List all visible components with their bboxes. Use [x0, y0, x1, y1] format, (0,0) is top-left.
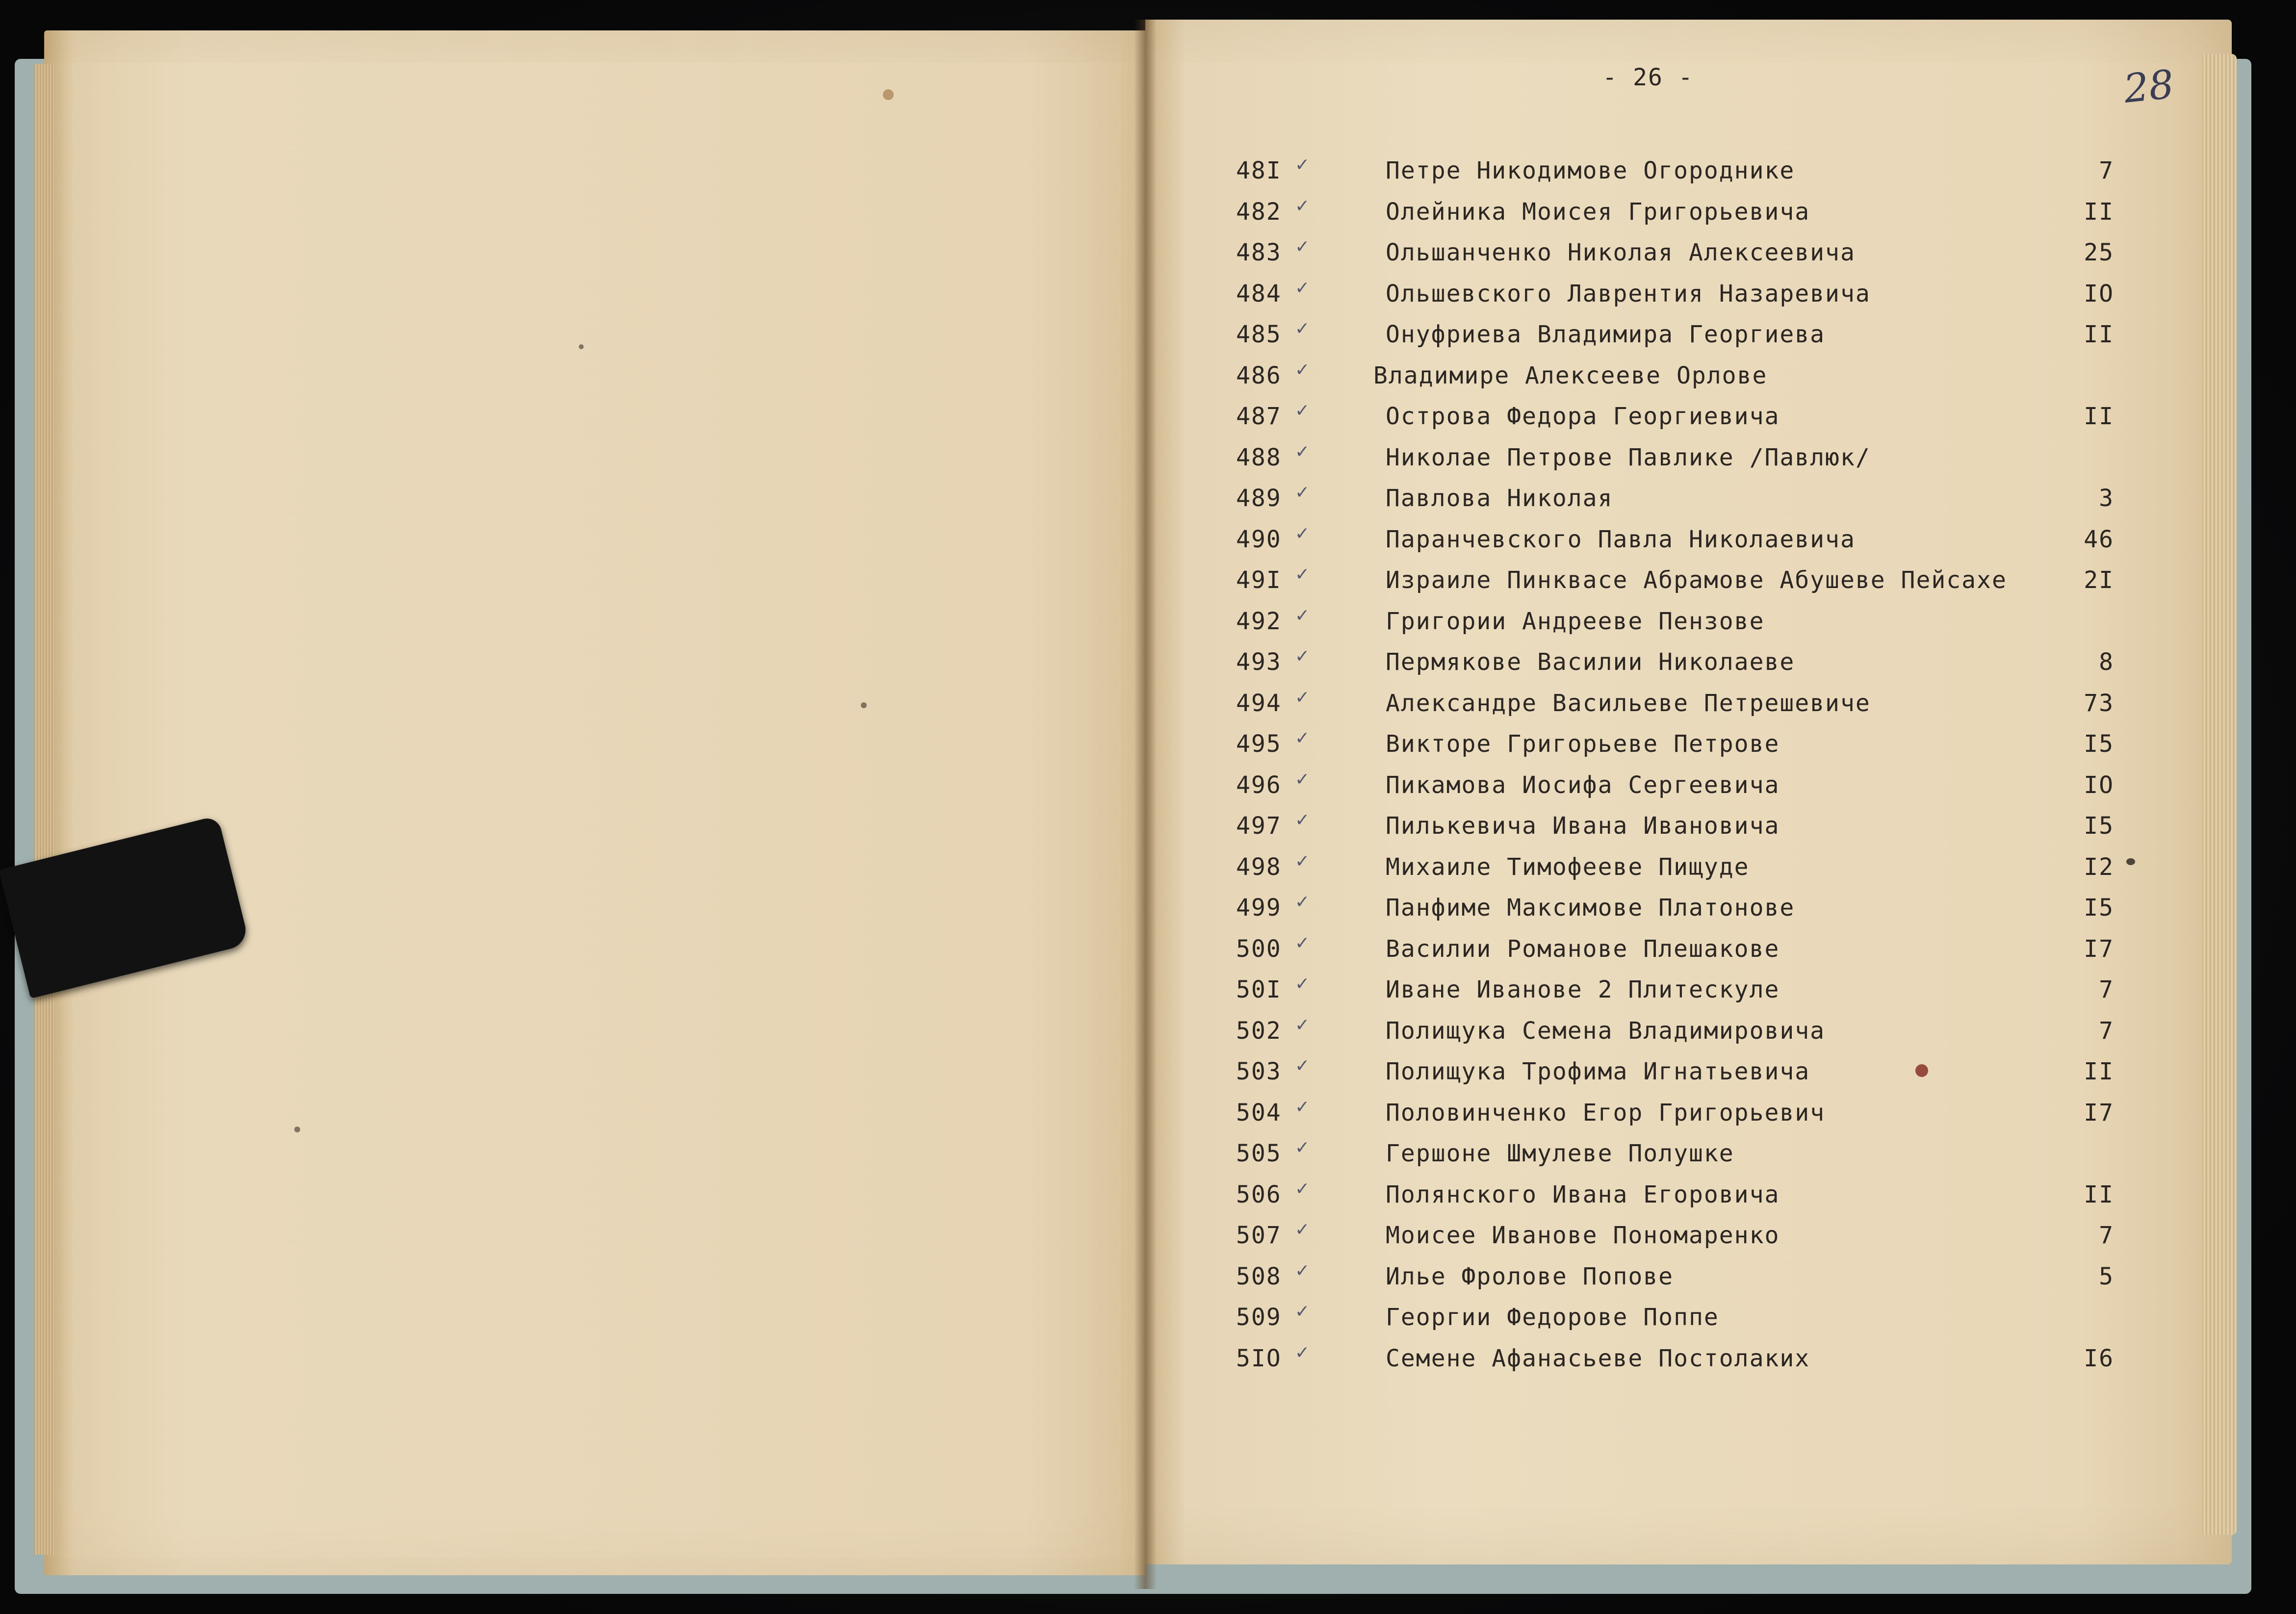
entry-number: 5IO [1236, 1344, 1282, 1372]
book-spine [1134, 20, 1157, 1589]
entry-number: 506 [1236, 1180, 1282, 1208]
right-page-edge [2202, 54, 2237, 1535]
pencil-check-icon: ✓ [1295, 237, 1310, 257]
person-name: Полищука Семена Владимировича [1386, 1017, 1826, 1045]
list-row [1231, 1099, 2129, 1140]
pencil-check-icon: ✓ [1295, 1097, 1310, 1117]
entry-count: I5 [2084, 894, 2114, 922]
entry-number: 502 [1236, 1017, 1282, 1045]
entry-number: 49I [1236, 566, 1282, 594]
list-row [1231, 1140, 2129, 1181]
entry-number: 498 [1236, 853, 1282, 881]
list-row [1231, 1304, 2129, 1345]
pencil-check-icon: ✓ [1295, 441, 1310, 462]
person-name: Полянского Ивана Егоровича [1386, 1180, 1780, 1208]
pencil-check-icon: ✓ [1295, 892, 1310, 912]
entry-number: 496 [1236, 771, 1282, 799]
person-name: Александре Васильеве Петрешевиче [1386, 689, 1871, 717]
person-name: Георгии Федорове Поппе [1386, 1304, 1719, 1331]
list-row [1231, 359, 2129, 403]
pencil-check-icon: ✓ [1295, 1178, 1310, 1199]
entry-number: 484 [1236, 280, 1282, 307]
pencil-check-icon: ✓ [1295, 1342, 1310, 1363]
entry-count: 7 [2099, 1017, 2114, 1045]
person-name: Илье Фролове Попове [1386, 1262, 1674, 1290]
entry-count: IO [2084, 280, 2114, 307]
pencil-check-icon: ✓ [1295, 1056, 1310, 1076]
entry-count: 8 [2099, 648, 2114, 676]
entry-number: 48I [1236, 157, 1282, 184]
person-name: Израиле Пинквасе Абрамове Абушеве Пейсахе [1386, 566, 2007, 594]
entry-number: 503 [1236, 1058, 1282, 1085]
list-row [1231, 566, 2129, 608]
pencil-check-icon: ✓ [1295, 1260, 1310, 1281]
paper-spot [861, 702, 867, 708]
person-name: Гершоне Шмулеве Полушке [1386, 1140, 1734, 1167]
entry-number: 50I [1236, 976, 1282, 1003]
entry-count: II [2084, 198, 2114, 226]
list-row [1231, 280, 2129, 321]
list-row [1231, 853, 2129, 895]
entry-number: 487 [1236, 403, 1282, 430]
person-name: Паранчевского Павла Николаевича [1386, 525, 1856, 553]
name-list [1231, 157, 2129, 1385]
person-name: Пермякове Василии Николаеве [1386, 648, 1795, 676]
entry-count: II [2084, 1058, 2114, 1085]
list-row [1231, 1017, 2129, 1058]
pencil-check-icon: ✓ [1295, 605, 1310, 626]
list-row [1231, 1260, 2129, 1304]
paper-spot [579, 344, 584, 349]
entry-number: 483 [1236, 239, 1282, 266]
list-row [1231, 1342, 2129, 1386]
page-number: - 26 - [1602, 64, 1694, 91]
entry-count: IO [2084, 771, 2114, 799]
entry-count: I2 [2084, 853, 2114, 881]
entry-number: 486 [1236, 361, 1282, 389]
pencil-check-icon: ✓ [1295, 564, 1310, 585]
entry-number: 489 [1236, 485, 1282, 512]
entry-number: 500 [1236, 935, 1282, 963]
person-name: Пикамова Иосифа Сергеевича [1386, 771, 1780, 799]
entry-count: II [2084, 1180, 2114, 1208]
person-name: Василии Романове Плешакове [1386, 935, 1780, 963]
pencil-check-icon: ✓ [1295, 974, 1310, 994]
person-name: Полищука Трофима Игнатьевича [1386, 1058, 1810, 1085]
pencil-check-icon: ✓ [1295, 1015, 1310, 1035]
list-row [1231, 1178, 2129, 1222]
pencil-check-icon: ✓ [1295, 810, 1310, 830]
person-name: Половинченко Егор Григорьевич [1386, 1099, 1826, 1127]
pencil-check-icon: ✓ [1295, 523, 1310, 544]
person-name: Викторе Григорьеве Петрове [1386, 730, 1780, 758]
entry-count: II [2084, 403, 2114, 430]
handwritten-folio-number: 28 [2121, 61, 2176, 112]
pencil-check-icon: ✓ [1295, 1302, 1310, 1322]
left-page-edge [34, 64, 54, 1555]
entry-count: 7 [2099, 976, 2114, 1003]
entry-number: 490 [1236, 525, 1282, 553]
person-name: Иване Иванове 2 Плитескуле [1386, 976, 1780, 1003]
list-row [1231, 648, 2129, 690]
entry-number: 499 [1236, 894, 1282, 922]
entry-number: 509 [1236, 1304, 1282, 1331]
person-name: Онуфриева Владимира Георгиева [1386, 321, 1826, 348]
person-name: Олейника Моисея Григорьевича [1386, 198, 1810, 226]
pencil-check-icon: ✓ [1295, 278, 1310, 298]
entry-count: I5 [2084, 812, 2114, 840]
list-row [1231, 935, 2129, 976]
entry-count: 25 [2084, 239, 2114, 266]
pencil-check-icon: ✓ [1295, 646, 1310, 666]
list-row [1231, 441, 2129, 485]
pencil-check-icon: ✓ [1295, 155, 1310, 175]
list-row [1231, 1222, 2129, 1263]
list-row [1231, 403, 2129, 444]
entry-number: 494 [1236, 689, 1282, 717]
entry-count: 7 [2099, 1222, 2114, 1249]
person-name: Ольшанченко Николая Алексеевича [1386, 239, 1856, 266]
person-name: Михаиле Тимофееве Пищуде [1386, 853, 1750, 881]
entry-count: I5 [2084, 730, 2114, 758]
list-row [1231, 687, 2129, 731]
list-row [1231, 321, 2129, 362]
entry-number: 507 [1236, 1222, 1282, 1249]
person-name: Николае Петрове Павлике /Павлюк/ [1386, 443, 1871, 471]
list-row [1231, 239, 2129, 280]
entry-number: 488 [1236, 443, 1282, 471]
pencil-check-icon: ✓ [1295, 933, 1310, 953]
list-row [1231, 730, 2129, 771]
pencil-check-icon: ✓ [1295, 851, 1310, 871]
person-name: Острова Федора Георгиевича [1386, 403, 1780, 430]
list-row [1231, 812, 2129, 853]
entry-count: I7 [2084, 1099, 2114, 1127]
pencil-check-icon: ✓ [1295, 1138, 1310, 1158]
entry-number: 508 [1236, 1262, 1282, 1290]
entry-count: 2I [2084, 566, 2114, 594]
list-row [1231, 605, 2129, 649]
list-row [1231, 485, 2129, 526]
person-name: Ольшевского Лаврентия Назаревича [1386, 280, 1871, 307]
list-row [1231, 894, 2129, 935]
entry-number: 504 [1236, 1099, 1282, 1127]
entry-number: 482 [1236, 198, 1282, 226]
list-row [1231, 157, 2129, 198]
person-name: Пилькевича Ивана Ивановича [1386, 812, 1780, 840]
list-row [1231, 771, 2129, 813]
pencil-check-icon: ✓ [1295, 1220, 1310, 1240]
pencil-check-icon: ✓ [1295, 401, 1310, 421]
person-name: Владимире Алексееве Орлове [1373, 361, 1768, 389]
entry-number: 505 [1236, 1140, 1282, 1167]
pencil-check-icon: ✓ [1295, 196, 1310, 216]
pencil-check-icon: ✓ [1295, 359, 1310, 380]
entry-number: 485 [1236, 321, 1282, 348]
entry-count: I6 [2084, 1344, 2114, 1372]
list-row [1231, 523, 2129, 567]
entry-count: II [2084, 321, 2114, 348]
person-name: Павлова Николая [1386, 485, 1613, 512]
left-blank-page [44, 30, 1145, 1575]
entry-number: 492 [1236, 607, 1282, 635]
list-row [1231, 1058, 2129, 1099]
pencil-check-icon: ✓ [1295, 728, 1310, 748]
list-row [1231, 198, 2129, 239]
list-row [1231, 976, 2129, 1017]
entry-number: 495 [1236, 730, 1282, 758]
entry-number: 497 [1236, 812, 1282, 840]
pencil-check-icon: ✓ [1295, 687, 1310, 708]
person-name: Панфиме Максимове Платонове [1386, 894, 1795, 922]
person-name: Григории Андрееве Пензове [1386, 607, 1765, 635]
paper-spot [294, 1127, 300, 1132]
entry-count: 7 [2099, 157, 2114, 184]
pencil-check-icon: ✓ [1295, 319, 1310, 339]
person-name: Петре Никодимове Огороднике [1386, 157, 1795, 184]
entry-count: 46 [2084, 525, 2114, 553]
entry-number: 493 [1236, 648, 1282, 676]
pencil-check-icon: ✓ [1295, 483, 1310, 503]
entry-count: 73 [2084, 689, 2114, 717]
pencil-check-icon: ✓ [1295, 769, 1310, 790]
entry-count: 5 [2099, 1262, 2114, 1290]
person-name: Семене Афанасьеве Постолаких [1386, 1344, 1810, 1372]
entry-count: 3 [2099, 485, 2114, 512]
person-name: Моисее Иванове Пономаренко [1386, 1222, 1780, 1249]
entry-count: I7 [2084, 935, 2114, 963]
paper-spot [883, 89, 894, 100]
